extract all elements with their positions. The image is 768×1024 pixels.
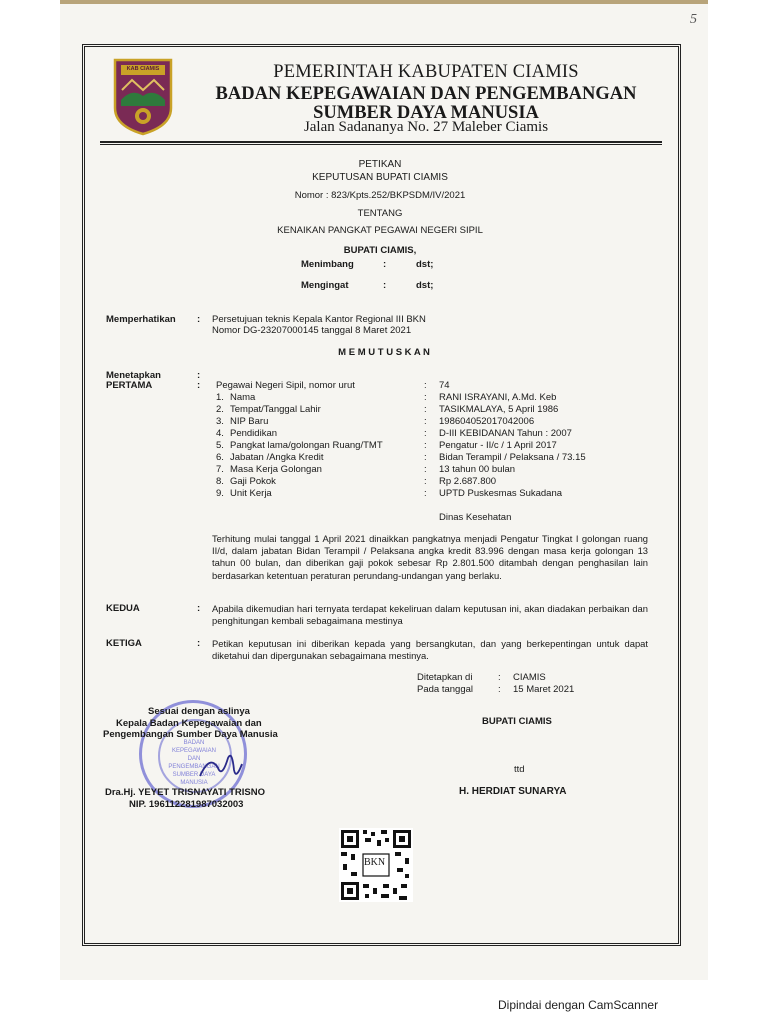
item-label-nip: NIP Baru bbox=[230, 416, 269, 427]
header-rule-thin bbox=[100, 144, 662, 145]
tanggal-value: 15 Maret 2021 bbox=[513, 684, 575, 695]
item-no: 7. bbox=[216, 464, 224, 475]
item-sep: : bbox=[424, 452, 427, 463]
item-label-birth: Tempat/Tanggal Lahir bbox=[230, 404, 321, 415]
item-no: 2. bbox=[216, 404, 224, 415]
ketiga-text: Petikan keputusan ini diberikan kepada yang bersangkutan, dan yang berkepentingan untuk dapat diketahui dan dipergunakan sebagaimana mestinya. bbox=[212, 638, 648, 662]
item-no: 3. bbox=[216, 416, 224, 427]
menimbang-value: dst; bbox=[416, 259, 434, 270]
memutuskan-heading: M E M U T U S K A N bbox=[338, 347, 430, 358]
item-sep: : bbox=[424, 416, 427, 427]
menetapkan-sep: : bbox=[197, 370, 201, 381]
ketiga-label: KETIGA bbox=[106, 638, 142, 649]
mengingat-label: Mengingat bbox=[301, 280, 349, 291]
mengingat-value: dst; bbox=[416, 280, 434, 291]
handwritten-signature bbox=[196, 748, 246, 784]
pns-number-value: 74 bbox=[439, 380, 450, 391]
kedua-label: KEDUA bbox=[106, 603, 140, 614]
item-sep: : bbox=[424, 488, 427, 499]
item-no: 9. bbox=[216, 488, 224, 499]
item-label-position: Jabatan /Angka Kredit bbox=[230, 452, 324, 463]
pns-number-label: Pegawai Negeri Sipil, nomor urut bbox=[216, 380, 355, 391]
ditetapkan-sep: : bbox=[498, 672, 501, 683]
item-sep: : bbox=[424, 428, 427, 439]
stamp-text: BADAN KEPEGAWAIAN DAN PENGEMBANGAN SUMBER DAYA MANUSIA bbox=[168, 740, 220, 786]
bupati-heading: BUPATI CIAMIS, bbox=[343, 245, 417, 256]
qr-label: BKN bbox=[364, 857, 386, 868]
item-value-nip: 198604052017042006 bbox=[439, 416, 535, 427]
memperhatikan-label: Memperhatikan bbox=[106, 314, 176, 325]
memperhatikan-sep: : bbox=[197, 314, 201, 325]
item-sep: : bbox=[424, 464, 427, 475]
item-no: 4. bbox=[216, 428, 224, 439]
menetapkan-label: Menetapkan bbox=[106, 370, 161, 381]
pengembangan-sdm: Pengembangan Sumber Daya Manusia bbox=[103, 729, 278, 740]
header-agency: BADAN KEPEGAWAIAN DAN PENGEMBANGAN bbox=[215, 84, 637, 104]
mengingat-sep: : bbox=[383, 280, 387, 291]
item-label-education: Pendidikan bbox=[230, 428, 278, 439]
memperhatikan-line2: Nomor DG-23207000145 tanggal 8 Maret 2021 bbox=[212, 325, 412, 336]
tentang-label: TENTANG bbox=[357, 208, 403, 219]
item-label-salary: Gaji Pokok bbox=[230, 476, 276, 487]
item-no: 8. bbox=[216, 476, 224, 487]
kedua-sep: : bbox=[197, 603, 201, 614]
item-label-name: Nama bbox=[230, 392, 256, 403]
item-value-name: RANI ISRAYANI, A.Md. Keb bbox=[439, 392, 557, 403]
keputusan-title: KEPUTUSAN BUPATI CIAMIS bbox=[312, 172, 448, 183]
ttd-mark: ttd bbox=[514, 764, 525, 775]
kepala-name: Dra.Hj. YEYET TRISNAYATI TRISNO bbox=[105, 787, 265, 798]
menimbang-sep: : bbox=[383, 259, 387, 270]
item-label-unit: Unit Kerja bbox=[230, 488, 272, 499]
decree-subject: KENAIKAN PANGKAT PEGAWAI NEGERI SIPIL bbox=[277, 225, 483, 236]
item-sep: : bbox=[424, 476, 427, 487]
item-value-position: Bidan Terampil / Pelaksana / 73.15 bbox=[439, 452, 586, 463]
kepala-badan: Kepala Badan Kepegawaian dan bbox=[116, 718, 262, 729]
petikan-title: PETIKAN bbox=[358, 159, 402, 170]
header-rule bbox=[100, 141, 662, 143]
item-value-salary: Rp 2.687.800 bbox=[439, 476, 497, 487]
kedua-text: Apabila dikemudian hari ternyata terdapat kekeliruan dalam keputusan ini, akan diadakan perbaikan dan penghitungan kembali sebagaimana mestinya bbox=[212, 603, 648, 627]
item-value-rank: Pengatur - II/c / 1 April 2017 bbox=[439, 440, 557, 451]
header-address: Jalan Sadananya No. 27 Maleber Ciamis bbox=[303, 119, 549, 135]
item-value-unit: UPTD Puskesmas Sukadana bbox=[439, 488, 563, 499]
page-number: 5 bbox=[690, 12, 697, 27]
item-sep: : bbox=[424, 404, 427, 415]
item-no: 1. bbox=[216, 392, 224, 403]
menimbang-label: Menimbang bbox=[301, 259, 354, 270]
item-value-education: D-III KEBIDANAN Tahun : 2007 bbox=[439, 428, 572, 439]
item-no: 5. bbox=[216, 440, 224, 451]
promotion-paragraph: Terhitung mulai tanggal 1 April 2021 dinaikkan pangkatnya menjadi Pengatur Tingkat I golongan ruang II/d, dalam jabatan Bidan Terampil / Pelaksana angka kredit 83.996 dengan masa kerja golongan 13 tahun 00 bulan, dan diberikan gaji pokok sebesar Rp 2.801.500 ditambah dengan penghasilan lain berdasarkan ketentuan peraturan perundang-undangan yang berlaku. bbox=[212, 533, 648, 581]
sesuai-aslinya: Sesuai dengan aslinya bbox=[148, 706, 250, 717]
bupati-title: BUPATI CIAMIS bbox=[482, 716, 552, 727]
kepala-nip: NIP. 196112281987032003 bbox=[129, 799, 244, 810]
tanggal-label: Pada tanggal bbox=[417, 684, 473, 695]
unit-department: Dinas Kesehatan bbox=[439, 512, 512, 523]
item-sep: : bbox=[424, 440, 427, 451]
pertama-label: PERTAMA bbox=[106, 380, 153, 391]
logo-text: KAB CIAMIS bbox=[126, 66, 160, 72]
header-agency-2: SUMBER DAYA MANUSIA bbox=[313, 103, 539, 123]
item-value-birth: TASIKMALAYA, 5 April 1986 bbox=[439, 404, 559, 415]
item-no: 6. bbox=[216, 452, 224, 463]
item-value-tenure: 13 tahun 00 bulan bbox=[439, 464, 516, 475]
item-label-tenure: Masa Kerja Golongan bbox=[230, 464, 322, 475]
ketiga-sep: : bbox=[197, 638, 201, 649]
item-sep: : bbox=[424, 392, 427, 403]
decree-number: Nomor : 823/Kpts.252/BKPSDM/IV/2021 bbox=[294, 190, 466, 201]
header-government: PEMERINTAH KABUPATEN CIAMIS bbox=[273, 62, 579, 82]
ditetapkan-place: CIAMIS bbox=[513, 672, 546, 683]
tanggal-sep: : bbox=[498, 684, 501, 695]
ditetapkan-label: Ditetapkan di bbox=[417, 672, 473, 683]
bupati-name: H. HERDIAT SUNARYA bbox=[459, 786, 567, 797]
pertama-sep: : bbox=[197, 380, 201, 391]
item-label-rank: Pangkat lama/golongan Ruang/TMT bbox=[230, 440, 383, 451]
paper-top-edge bbox=[60, 0, 708, 4]
memperhatikan-line1: Persetujuan teknis Kepala Kantor Regional III BKN bbox=[212, 314, 426, 325]
camscanner-footer: Dipindai dengan CamScanner bbox=[498, 998, 659, 1012]
pns-number-sep: : bbox=[424, 380, 427, 391]
